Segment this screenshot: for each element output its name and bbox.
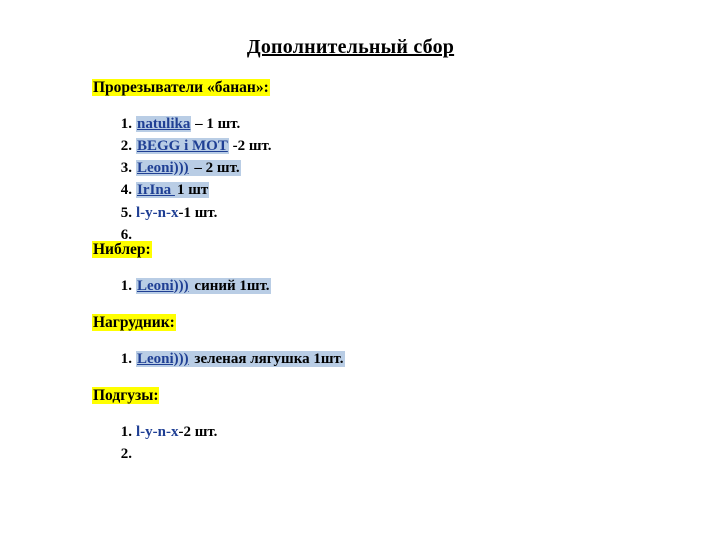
product-link[interactable]: Leoni))) — [137, 350, 189, 367]
list-item — [136, 275, 652, 297]
product-link[interactable]: l-y-n-x — [136, 204, 179, 221]
item-qty: синий 1шт. — [190, 277, 270, 294]
item-qty: -1 шт. — [178, 204, 218, 221]
product-link[interactable]: natulika — [137, 115, 191, 132]
section-heading-2-text: Ниблер: — [93, 240, 151, 258]
section-heading-2 — [92, 240, 652, 261]
product-link[interactable]: l-y-n-x — [136, 424, 179, 440]
item-qty: 1 шт — [176, 182, 209, 199]
list-item — [136, 348, 652, 370]
section-list-4 — [92, 421, 652, 443]
item-qty: -2 шт. — [228, 138, 272, 155]
section-heading-4 — [92, 386, 652, 407]
list-item — [136, 202, 652, 224]
section-list-2 — [92, 275, 652, 297]
section-heading-4-text: Подгузы: — [93, 387, 159, 405]
item-qty: – 1 шт. — [191, 115, 241, 132]
product-link[interactable]: Leoni))) — [137, 277, 189, 294]
section-heading-1-text: Прорезыватели «банан»: — [93, 79, 269, 96]
list-item — [136, 135, 652, 157]
section-heading-3 — [92, 313, 652, 334]
list-item — [136, 421, 652, 443]
section-heading-1 — [92, 78, 652, 99]
section-list-3 — [92, 348, 652, 370]
list-item — [136, 113, 652, 135]
item-qty: – 2 шт. — [190, 160, 240, 177]
page-title: Дополнительный сбор — [246, 36, 455, 58]
section-heading-3-text: Нагрудник: — [93, 313, 175, 331]
section-list-1 — [92, 113, 652, 224]
product-link[interactable]: BEGG i MOT — [137, 138, 228, 155]
product-link[interactable]: Leoni))) — [137, 160, 189, 177]
document-body — [92, 78, 652, 443]
list-item — [136, 179, 652, 201]
item-qty: зеленая лягушка 1шт. — [190, 350, 344, 367]
product-link[interactable]: IrIna — [137, 182, 175, 199]
list-item — [136, 157, 652, 179]
item-qty: -2 шт. — [178, 424, 218, 440]
